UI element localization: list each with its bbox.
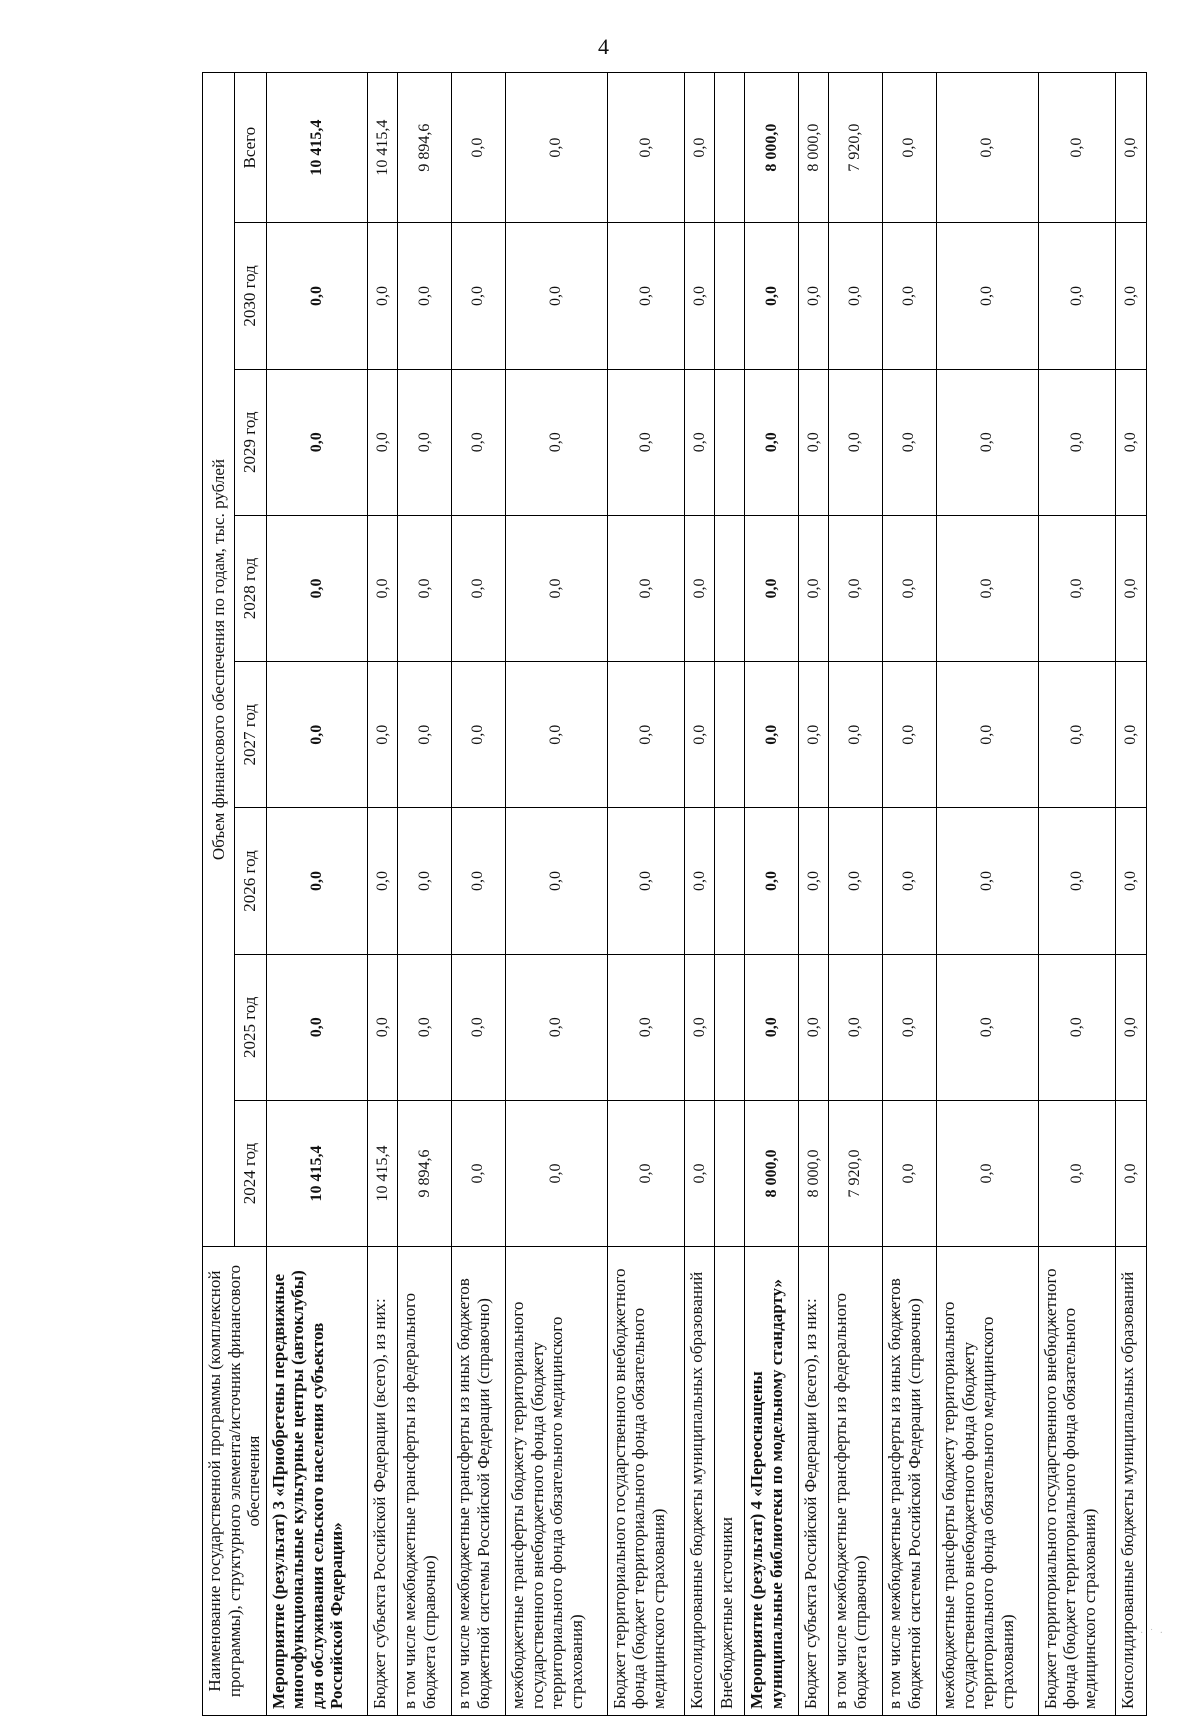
table-row: [937, 73, 1039, 1716]
row-label: в том числе межбюджетные трансферты из иных бюджетов бюджетной системы Российской Федерации (справочно): [452, 1247, 506, 1716]
row-year-value: 0,0: [607, 954, 685, 1100]
row-label: межбюджетные трансферты бюджету территориального государственного внебюджетного фонда (бюджету территориального фонда обязательного медицинского страхования): [506, 1247, 608, 1716]
row-year-value: 0,0: [685, 1100, 715, 1246]
row-year-value: 0,0: [506, 662, 608, 808]
row-year-value: 0,0: [685, 515, 715, 661]
row-label: Мероприятие (результат) 4 «Переоснащены муниципальные библиотеки по модельному стандарту»: [745, 1247, 799, 1716]
row-year-value: 0,0: [799, 808, 829, 954]
row-year-value: 0,0: [883, 954, 937, 1100]
row-year-value: 0,0: [1038, 662, 1116, 808]
row-year-value: 0,0: [883, 808, 937, 954]
table-row: [398, 73, 452, 1716]
row-year-value: 0,0: [398, 662, 452, 808]
row-year-value: 0,0: [398, 808, 452, 954]
row-total-value: 0,0: [1116, 73, 1146, 223]
row-year-value: 0,0: [266, 662, 368, 808]
row-label: в том числе межбюджетные трансферты из федерального бюджета (справочно): [829, 1247, 883, 1716]
row-year-value: 0,0: [937, 954, 1039, 1100]
row-year-value: [715, 662, 745, 808]
row-year-value: 0,0: [368, 369, 398, 515]
row-year-value: 0,0: [607, 1100, 685, 1246]
row-year-value: [715, 515, 745, 661]
table-row: [715, 73, 745, 1716]
row-year-value: 0,0: [1038, 223, 1116, 369]
row-year-value: 0,0: [506, 1100, 608, 1246]
row-year-value: 0,0: [607, 515, 685, 661]
row-year-value: 0,0: [607, 223, 685, 369]
row-year-value: 0,0: [937, 223, 1039, 369]
row-year-value: 0,0: [745, 515, 799, 661]
row-year-value: 7 920,0: [829, 1100, 883, 1246]
row-year-value: 0,0: [452, 662, 506, 808]
row-year-value: 0,0: [607, 662, 685, 808]
table-row: [745, 73, 799, 1716]
row-total-value: 7 920,0: [829, 73, 883, 223]
table-row: [607, 73, 685, 1716]
table-row: [266, 73, 368, 1716]
row-label: Бюджет территориального государственного внебюджетного фонда (бюджет территориального фонда обязательного медицинского страхования): [1038, 1247, 1116, 1716]
row-year-value: 0,0: [506, 954, 608, 1100]
row-year-value: 0,0: [937, 515, 1039, 661]
header-year: 2026 год: [234, 808, 266, 954]
header-row-top: [203, 73, 235, 1716]
row-label: Бюджет субъекта Российской Федерации (всего), из них:: [368, 1247, 398, 1716]
table-row: [799, 73, 829, 1716]
header-year: 2029 год: [234, 369, 266, 515]
row-label: межбюджетные трансферты бюджету территориального государственного внебюджетного фонда (бюджету территориального фонда обязательного медицинского страхования): [937, 1247, 1039, 1716]
row-year-value: 0,0: [937, 1100, 1039, 1246]
row-year-value: 0,0: [1038, 515, 1116, 661]
row-total-value: 9 894,6: [398, 73, 452, 223]
row-year-value: 0,0: [1038, 808, 1116, 954]
row-year-value: 0,0: [1038, 954, 1116, 1100]
row-year-value: 0,0: [799, 223, 829, 369]
row-year-value: 0,0: [799, 369, 829, 515]
row-year-value: 0,0: [266, 515, 368, 661]
row-year-value: 0,0: [1116, 808, 1146, 954]
row-year-value: 0,0: [883, 369, 937, 515]
row-total-value: 0,0: [883, 73, 937, 223]
row-label: Консолидированные бюджеты муниципальных образований: [685, 1247, 715, 1716]
row-year-value: 0,0: [452, 808, 506, 954]
scan-artifact: · ˙ ·: [1140, 1628, 1165, 1639]
row-year-value: 0,0: [1116, 515, 1146, 661]
row-year-value: 0,0: [452, 954, 506, 1100]
row-year-value: 0,0: [266, 954, 368, 1100]
row-year-value: 0,0: [368, 954, 398, 1100]
row-year-value: 0,0: [829, 808, 883, 954]
row-year-value: [715, 954, 745, 1100]
row-year-value: 0,0: [266, 223, 368, 369]
row-year-value: 0,0: [506, 369, 608, 515]
row-label: Внебюджетные источники: [715, 1247, 745, 1716]
row-year-value: 0,0: [937, 369, 1039, 515]
row-year-value: 0,0: [398, 369, 452, 515]
row-total-value: 10 415,4: [266, 73, 368, 223]
rotated-table-content: [202, 72, 1139, 1716]
table-row: [685, 73, 715, 1716]
row-year-value: 0,0: [883, 515, 937, 661]
table-row: [506, 73, 608, 1716]
header-total: Всего: [234, 73, 266, 223]
page-number: 4: [598, 34, 609, 59]
row-year-value: 0,0: [368, 808, 398, 954]
row-year-value: 0,0: [398, 515, 452, 661]
row-year-value: 0,0: [398, 954, 452, 1100]
header-year: 2028 год: [234, 515, 266, 661]
row-year-value: 0,0: [1038, 1100, 1116, 1246]
row-year-value: 0,0: [506, 515, 608, 661]
row-total-value: [715, 73, 745, 223]
row-year-value: 0,0: [1116, 954, 1146, 1100]
row-year-value: 0,0: [368, 223, 398, 369]
row-year-value: 0,0: [607, 808, 685, 954]
header-volume-column: Объем финансового обеспечения по годам, тыс. рублей: [203, 73, 235, 1247]
row-year-value: 0,0: [398, 223, 452, 369]
table-row: [1038, 73, 1116, 1716]
row-year-value: 0,0: [883, 1100, 937, 1246]
row-year-value: 0,0: [685, 954, 715, 1100]
table-row: [829, 73, 883, 1716]
row-year-value: 0,0: [452, 369, 506, 515]
table-row: [883, 73, 937, 1716]
row-year-value: 0,0: [883, 223, 937, 369]
row-year-value: 9 894,6: [398, 1100, 452, 1246]
row-year-value: 0,0: [829, 662, 883, 808]
row-total-value: 0,0: [607, 73, 685, 223]
row-label: Мероприятие (результат) 3 «Приобретены передвижные многофункциональные культурные центры (автоклубы) для обслуживания сельского населения субъектов Российской Федерации»: [266, 1247, 368, 1716]
row-year-value: 0,0: [266, 808, 368, 954]
row-year-value: 0,0: [829, 954, 883, 1100]
row-year-value: 0,0: [1116, 369, 1146, 515]
row-year-value: 0,0: [937, 662, 1039, 808]
row-total-value: 0,0: [685, 73, 715, 223]
row-year-value: [715, 223, 745, 369]
row-year-value: 0,0: [883, 662, 937, 808]
row-year-value: 0,0: [829, 223, 883, 369]
row-year-value: 0,0: [452, 223, 506, 369]
row-year-value: 10 415,4: [368, 1100, 398, 1246]
header-name-column: Наименование государственной программы (комплексной программы), структурного элемента/источник финансового обеспечения: [203, 1247, 267, 1716]
financing-table: [202, 72, 1147, 1716]
row-year-value: 0,0: [452, 1100, 506, 1246]
row-year-value: 0,0: [745, 223, 799, 369]
row-total-value: 0,0: [452, 73, 506, 223]
row-label: в том числе межбюджетные трансферты из федерального бюджета (справочно): [398, 1247, 452, 1716]
row-year-value: 0,0: [368, 662, 398, 808]
row-year-value: 0,0: [745, 954, 799, 1100]
table-row: [452, 73, 506, 1716]
row-year-value: 0,0: [799, 954, 829, 1100]
rotated-table-frame: [202, 72, 1200, 1709]
row-label: в том числе межбюджетные трансферты из иных бюджетов бюджетной системы Российской Федерации (справочно): [883, 1247, 937, 1716]
row-year-value: 0,0: [1116, 662, 1146, 808]
row-year-value: 0,0: [685, 662, 715, 808]
table-body: [266, 73, 1146, 1716]
row-year-value: 0,0: [745, 369, 799, 515]
row-year-value: 0,0: [937, 808, 1039, 954]
row-year-value: 8 000,0: [745, 1100, 799, 1246]
row-total-value: 0,0: [937, 73, 1039, 223]
row-year-value: 8 000,0: [799, 1100, 829, 1246]
row-year-value: 0,0: [607, 369, 685, 515]
table-row: [1116, 73, 1146, 1716]
row-year-value: 0,0: [799, 515, 829, 661]
header-year: 2025 год: [234, 954, 266, 1100]
row-year-value: 0,0: [685, 223, 715, 369]
header-year: 2030 год: [234, 223, 266, 369]
row-year-value: 0,0: [745, 808, 799, 954]
row-total-value: 0,0: [1038, 73, 1116, 223]
row-total-value: 0,0: [506, 73, 608, 223]
row-year-value: 0,0: [1116, 1100, 1146, 1246]
row-label: Консолидированные бюджеты муниципальных образований: [1116, 1247, 1146, 1716]
row-year-value: 0,0: [745, 662, 799, 808]
row-year-value: 0,0: [1038, 369, 1116, 515]
row-year-value: 0,0: [829, 515, 883, 661]
row-year-value: [715, 1100, 745, 1246]
row-year-value: 0,0: [1116, 223, 1146, 369]
row-year-value: 0,0: [506, 223, 608, 369]
table-row: [368, 73, 398, 1716]
header-year: 2027 год: [234, 662, 266, 808]
row-total-value: 8 000,0: [799, 73, 829, 223]
row-year-value: [715, 808, 745, 954]
row-year-value: 10 415,4: [266, 1100, 368, 1246]
row-year-value: 0,0: [799, 662, 829, 808]
row-year-value: 0,0: [685, 808, 715, 954]
row-year-value: 0,0: [266, 369, 368, 515]
row-year-value: 0,0: [829, 369, 883, 515]
row-total-value: 8 000,0: [745, 73, 799, 223]
row-year-value: 0,0: [685, 369, 715, 515]
row-year-value: [715, 369, 745, 515]
row-year-value: 0,0: [506, 808, 608, 954]
row-total-value: 10 415,4: [368, 73, 398, 223]
row-year-value: 0,0: [452, 515, 506, 661]
row-label: Бюджет территориального государственного внебюджетного фонда (бюджет территориального фонда обязательного медицинского страхования): [607, 1247, 685, 1716]
header-year: 2024 год: [234, 1100, 266, 1246]
row-year-value: 0,0: [368, 515, 398, 661]
row-label: Бюджет субъекта Российской Федерации (всего), из них:: [799, 1247, 829, 1716]
